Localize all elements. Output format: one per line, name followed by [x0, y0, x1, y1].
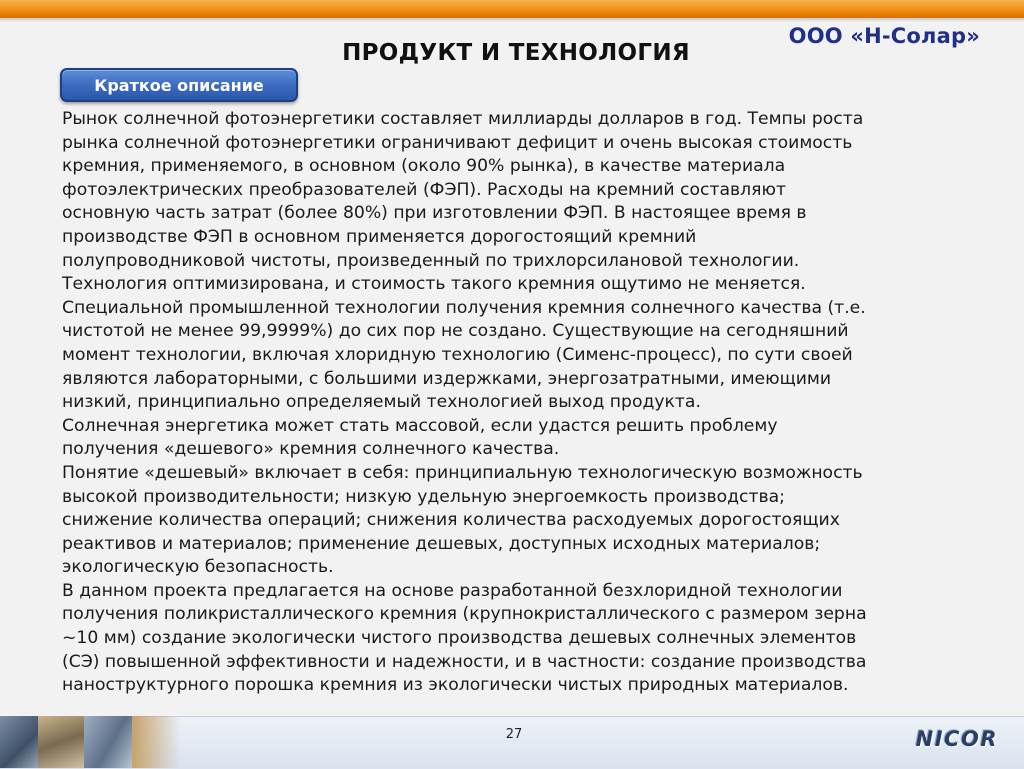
body-line: Рынок солнечной фотоэнергетики составляет миллиарды долларов в год. Темпы роста	[62, 109, 864, 129]
company-name: ООО «Н-Солар»	[788, 24, 980, 48]
page-number-text: 27	[505, 727, 523, 742]
body-line: высокой производительности; низкую удельную энергоемкость производства;	[62, 486, 785, 507]
body-line: рынка солнечной фотоэнергетики ограничивают дефицит и очень высокая стоимость	[62, 132, 853, 153]
body-line: кремния, применяемого, в основном (около 90% рынка), в качестве материала	[62, 156, 786, 177]
body-line: чистотой не менее 99,9999%) до сих пор не создано. Существующие на сегодняшний	[62, 321, 849, 342]
nicor-logo: NICOR	[915, 727, 998, 751]
top-orange-band	[0, 0, 1024, 18]
body-line: фотоэлектрических преобразователей (ФЭП). Расходы на кремний составляют	[62, 179, 786, 200]
body-line: В данном проекта предлагается на основе разработанной безхлоридной технологии	[62, 580, 843, 601]
body-line: экологическую безопасность.	[62, 557, 334, 578]
footer-photo-3	[84, 716, 132, 768]
slide-title	[0, 40, 1024, 66]
body-line: полупроводниковой чистоты, произведенный по трихлорсилановой технологии.	[62, 250, 800, 271]
footer-photo-2	[38, 716, 84, 768]
body-line: низкий, принципиально определяемый технологией выход продукта.	[62, 392, 701, 413]
body-line: являются лабораторными, с большими издержками, энергозатратными, имеющими	[62, 368, 832, 389]
body-line: Понятие «дешевый» включает в себя: принципиальную технологическую возможность	[62, 462, 863, 483]
body-line: получения поликристаллического кремния (крупнокристаллического с размером зерна	[62, 604, 867, 625]
body-line: основную часть затрат (более 80%) при изготовлении ФЭП. В настоящее время в	[62, 203, 807, 224]
section-badge: Краткое описание	[60, 68, 298, 102]
slide-title-text: ПРОДУКТ И ТЕХНОЛОГИЯ	[342, 40, 690, 66]
body-line: производстве ФЭП в основном применяется дорогостоящий кремний	[62, 226, 697, 247]
body-line: момент технологии, включая хлоридную технологию (Сименс-процесс), по сути своей	[62, 344, 853, 365]
top-band-shadow	[0, 18, 1024, 22]
body-line: получения «дешевого» кремния солнечного качества.	[62, 439, 560, 460]
body-line: реактивов и материалов; применение дешевых, доступных исходных материалов;	[62, 533, 821, 554]
body-line: Солнечная энергетика может стать массовой, если удастся решить проблему	[62, 415, 778, 436]
body-line: ~10 мм) создание экологически чистого производства дешевых солнечных элементов	[62, 628, 857, 649]
page-number	[0, 727, 1024, 742]
footer-photo-1	[0, 716, 38, 768]
body-line: Специальной промышленной технологии получения кремния солнечного качества (т.е.	[62, 297, 866, 318]
body-line: Технология оптимизирована, и стоимость такого кремния ощутимо не меняется.	[62, 274, 806, 295]
footer-photo-strip	[0, 716, 180, 768]
body-line: (СЭ) повышенной эффективности и надежности, и в частности: создание производства	[62, 651, 867, 672]
footer-photo-4	[132, 716, 180, 768]
body-text	[62, 108, 992, 698]
body-line: наноструктурного порошка кремния из экологически чистых природных материалов.	[62, 675, 849, 696]
body-line: снижение количества операций; снижения количества расходуемых дорогостоящих	[62, 510, 840, 531]
